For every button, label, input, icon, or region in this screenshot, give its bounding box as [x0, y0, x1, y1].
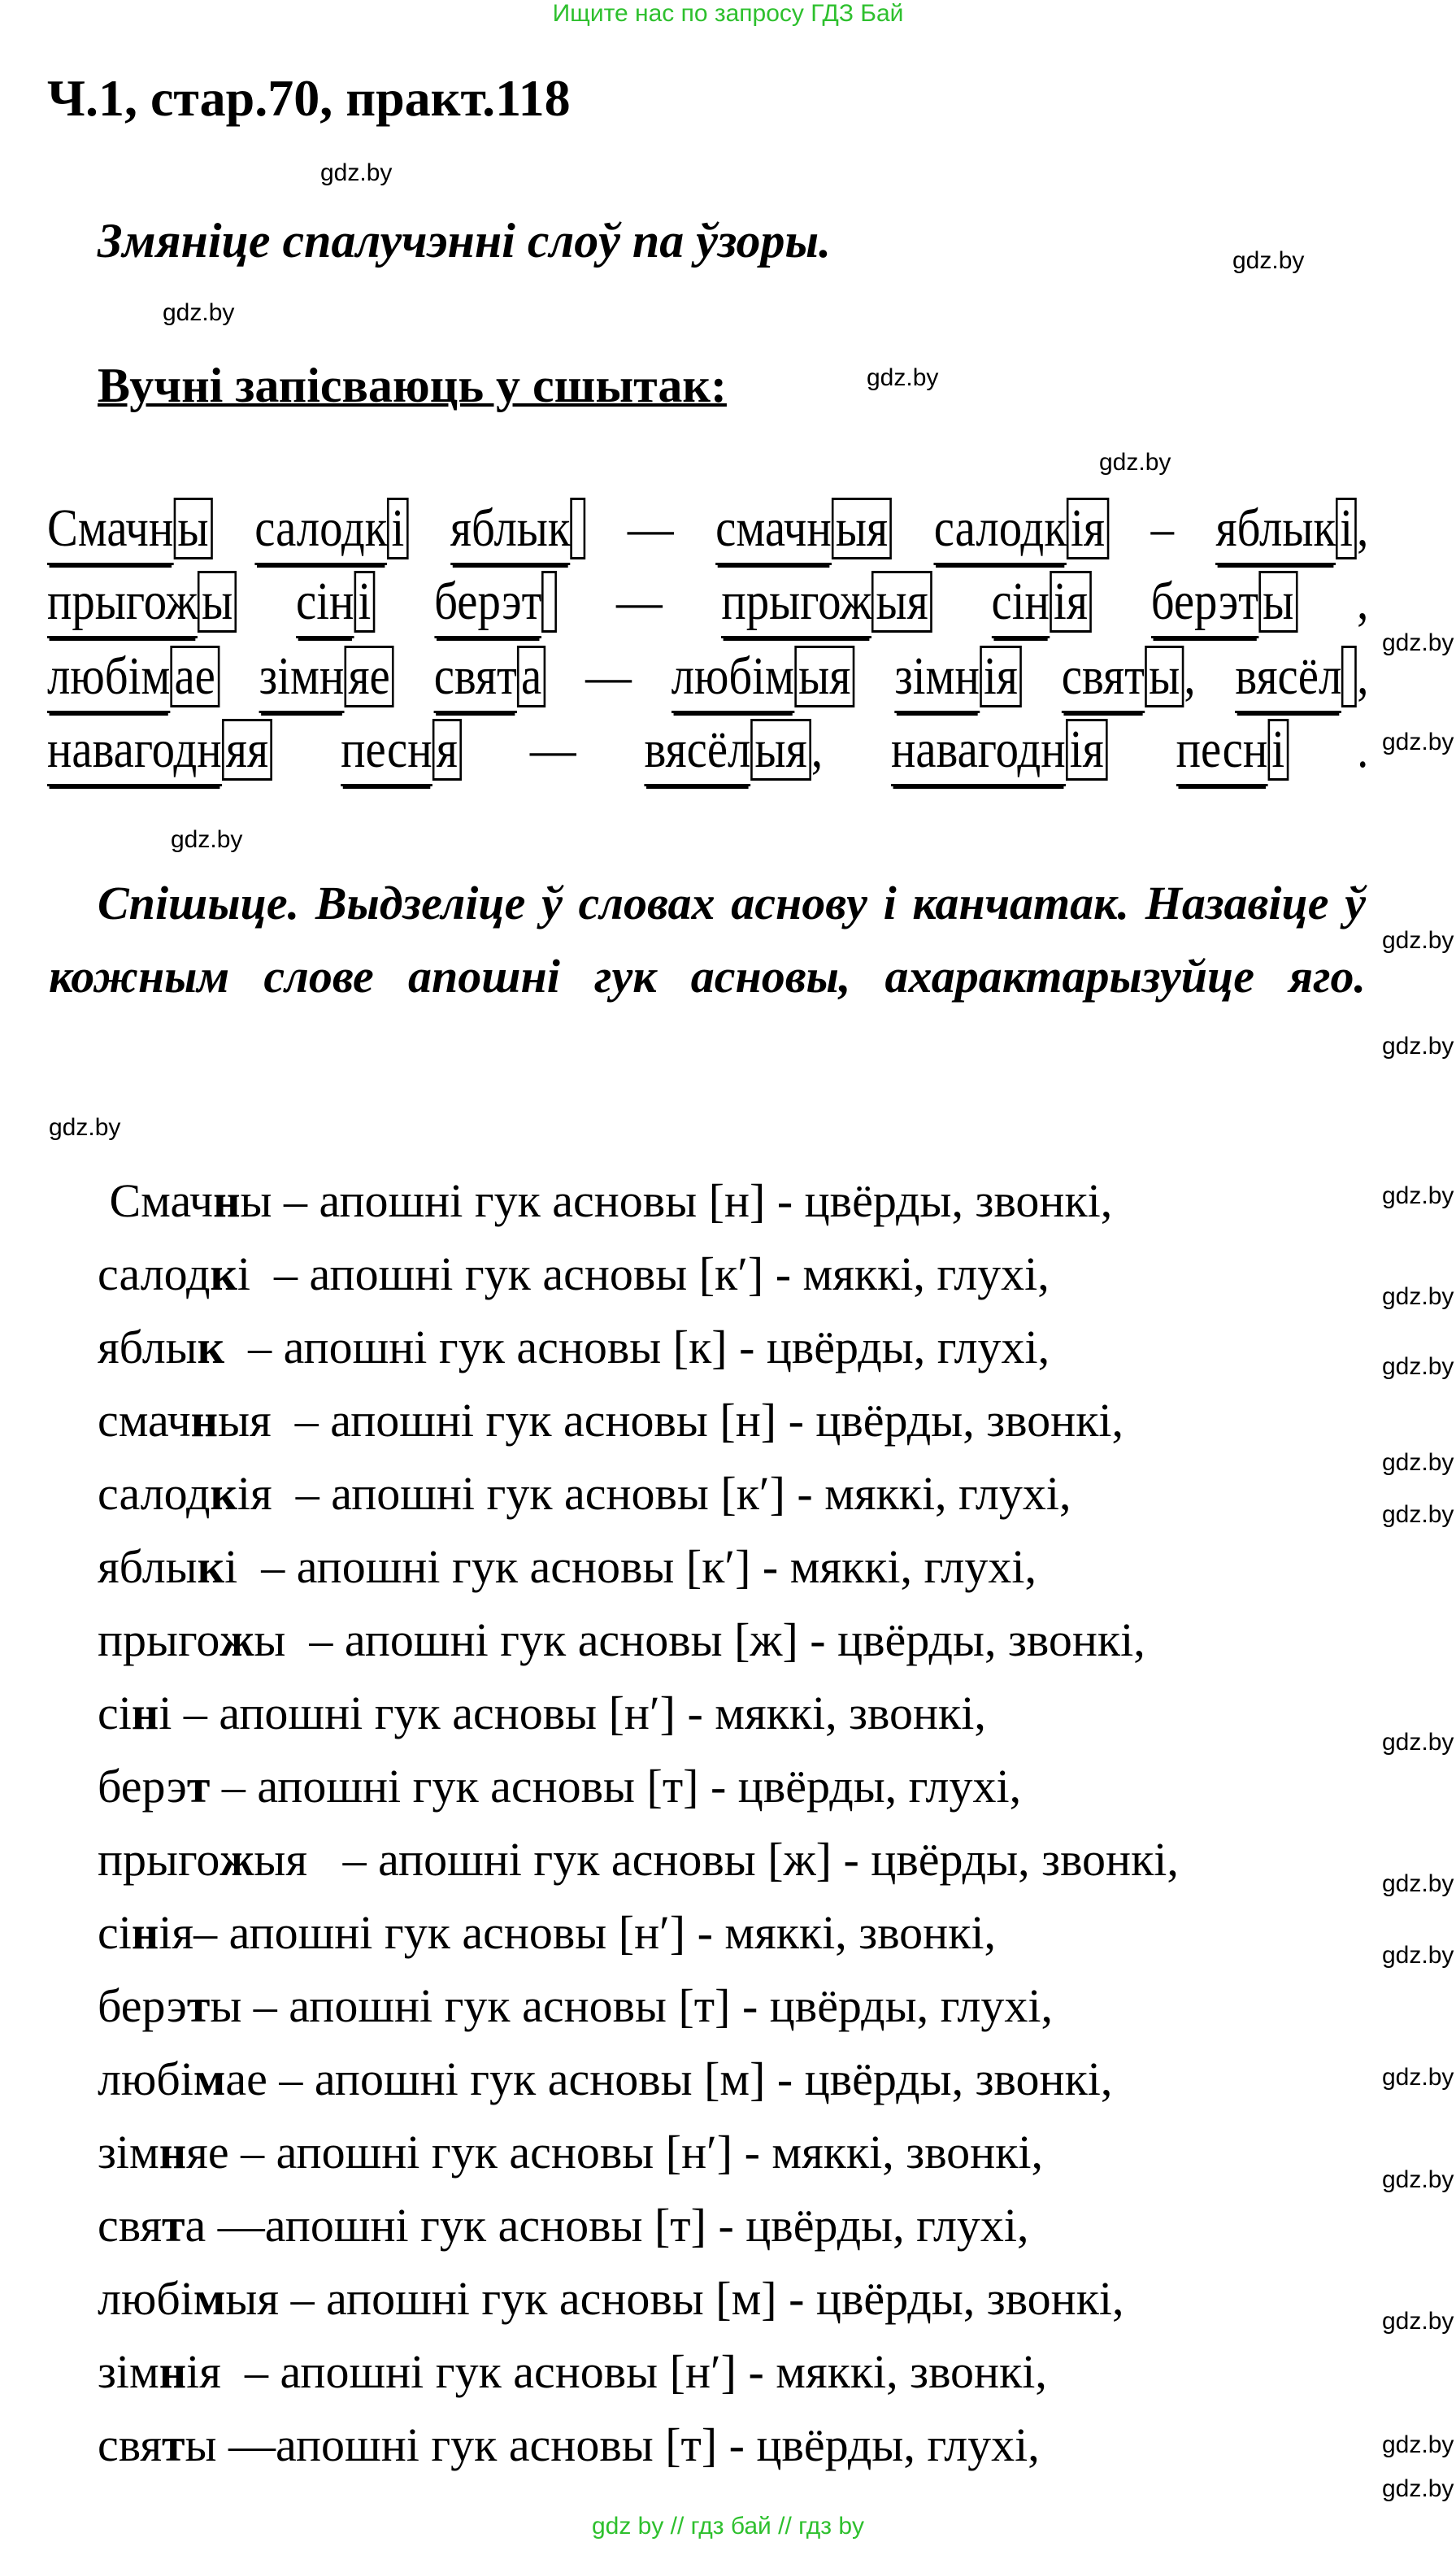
sound-description: – апошні гук асновы [ж] - цвёрды, звонкі, [285, 1613, 1145, 1666]
watermark: gdz.by [1382, 629, 1454, 656]
word-stem: Смачн [47, 498, 173, 565]
notebook-heading: Вучні запісваюць у сшытак: [98, 359, 727, 412]
watermark: gdz.by [867, 364, 939, 391]
word-ending: яе [186, 2126, 229, 2178]
word-ending-box: ія [1050, 571, 1092, 633]
punctuation: , [1357, 498, 1369, 558]
word-ending: і [224, 1540, 238, 1593]
word-stem: берэт [434, 571, 541, 638]
sound-description: – апошні гук асновы [т] - цвёрды, глухі, [241, 1979, 1054, 2032]
word-ending-box: ыя [794, 646, 855, 707]
watermark: gdz.by [1382, 1729, 1454, 1756]
word-ending-box: я [432, 719, 462, 781]
word-start: прыго [98, 1613, 220, 1666]
word-stem: прыгож [47, 571, 198, 638]
word-stem: прыгож [721, 571, 871, 638]
answer-line [98, 1164, 1179, 1238]
sound-description: – апошні гук асновы [н′] - мяккі, звонкі, [228, 2126, 1044, 2178]
word [1176, 719, 1289, 786]
word [1215, 498, 1368, 565]
word-ending-box: і [387, 498, 408, 559]
punctuation: , [1184, 646, 1196, 706]
watermark: gdz.by [1382, 1283, 1454, 1310]
watermark: gdz.by [1382, 1449, 1454, 1476]
word-ending-box: ы [173, 498, 212, 559]
sound-description: – апошні гук асновы [к] - цвёрды, глухі, [224, 1321, 1050, 1373]
word-stem: яблык [1215, 498, 1336, 565]
answer-line [98, 1384, 1179, 1457]
word-ending-box: ы [198, 571, 237, 633]
word-ending: ыя [254, 1833, 308, 1886]
word-start: яблы [98, 1540, 198, 1593]
last-stem-sound-letter: ж [219, 1613, 254, 1666]
last-stem-sound-letter: к [197, 1540, 225, 1593]
word [47, 646, 219, 713]
word-ending: ія [159, 1906, 194, 1959]
last-stem-sound-letter: т [186, 1979, 211, 2032]
word-start: свя [98, 2418, 163, 2471]
sound-description: – апошні гук асновы [м] - цвёрды, звонкі, [279, 2272, 1124, 2325]
sound-description: – апошні гук асновы [к′] - мяккі, глухі, [250, 1247, 1050, 1300]
word-ending: ы [210, 1979, 242, 2032]
word-stem: песн [1176, 719, 1268, 786]
word [1151, 571, 1298, 638]
word [992, 571, 1093, 638]
word-start: сі [98, 1687, 132, 1739]
last-stem-sound-letter: ж [219, 1833, 254, 1886]
word-ending-box [570, 498, 585, 559]
punctuation: — [627, 498, 674, 558]
last-stem-sound-letter: т [186, 1760, 211, 1813]
word-ending-box: ыя [750, 719, 811, 781]
sound-description: – апошні гук асновы [н] - цвёрды, звонкі, [271, 1394, 1124, 1447]
word-ending: ія [186, 2345, 221, 2398]
word [254, 498, 408, 565]
answer-line [98, 1677, 1179, 1750]
exercise-line [47, 646, 1368, 713]
word [47, 498, 213, 565]
word-stem: свят [1062, 646, 1145, 713]
answer-line [98, 2335, 1179, 2409]
word-ending: і [237, 1247, 251, 1300]
answer-line [98, 2189, 1179, 2262]
word-stem: любім [47, 646, 170, 713]
task-instruction: Спішыце. Выдзеліце ў словах аснову і канчатак. Назавіце ў кожным слове апошні гук асновы, ахарактарызуйце яго. [49, 877, 1366, 1003]
punctuation: , [1357, 646, 1369, 706]
last-stem-sound-letter: т [162, 2418, 185, 2471]
answer-line [98, 1311, 1179, 1384]
watermark: gdz.by [1099, 449, 1171, 476]
punctuation: — [585, 646, 632, 706]
watermark: gdz.by [1382, 2475, 1454, 2502]
sound-description: – апошні гук асновы [к′] - мяккі, глухі, [237, 1540, 1037, 1593]
word-ending-box: ы [1145, 646, 1184, 707]
answer-line [98, 1530, 1179, 1604]
word [715, 498, 892, 565]
word-ending-box: і [1267, 719, 1289, 781]
answer-line [98, 1823, 1179, 1896]
word-start: берэ [98, 1979, 187, 2032]
footer-links: gdz by // гдз бай // гдз by [591, 2513, 865, 2540]
word-ending-box: і [354, 571, 375, 633]
watermark: gdz.by [1382, 2064, 1454, 2091]
word-ending-box: ія [980, 646, 1022, 707]
word [434, 646, 546, 713]
page-title: Ч.1, стар.70, практ.118 [47, 69, 571, 127]
word [934, 498, 1109, 565]
last-stem-sound-letter: н [213, 1174, 241, 1227]
word-start: салод [98, 1247, 211, 1300]
watermark: gdz.by [1382, 729, 1454, 755]
word-ending-box [1341, 646, 1357, 707]
watermark: gdz.by [1382, 1353, 1454, 1380]
word-stem: песн [341, 719, 432, 786]
watermark: gdz.by [171, 826, 243, 853]
watermark: gdz.by [1382, 1182, 1454, 1209]
word-stem: вясёл [644, 719, 750, 786]
word [891, 719, 1108, 786]
word-start: салод [98, 1467, 211, 1520]
word-stem: салодк [934, 498, 1067, 565]
search-hint-banner: Ищите нас по запросу ГДЗ Бай [552, 0, 904, 27]
word-stem: навагодн [891, 719, 1066, 786]
last-stem-sound-letter: к [210, 1247, 237, 1300]
watermark: gdz.by [1382, 927, 1454, 954]
word-start: берэ [98, 1760, 187, 1813]
word [47, 571, 237, 638]
exercise-line [47, 498, 1368, 565]
last-stem-sound-letter: н [159, 2126, 187, 2178]
word-ending-box: ы [1258, 571, 1297, 633]
watermark: gdz.by [1382, 1501, 1454, 1528]
word-stem: любім [671, 646, 794, 713]
word [1062, 646, 1196, 713]
punctuation: . [1357, 720, 1369, 779]
last-stem-sound-letter: н [131, 1906, 159, 1959]
last-stem-sound-letter: н [190, 1394, 219, 1447]
word-ending-box: ія [1067, 498, 1109, 559]
word-stem: зімн [894, 646, 979, 713]
word-stem: навагодн [47, 719, 222, 786]
word-stem: свят [434, 646, 517, 713]
answer-line [98, 1238, 1179, 1311]
word-start: свя [98, 2199, 163, 2252]
word-ending: ае [225, 2052, 267, 2105]
exercise-line [47, 571, 1368, 638]
word-ending-box: ія [1066, 719, 1108, 781]
word-stem: вясёл [1235, 646, 1341, 713]
word-ending: ы [254, 1613, 286, 1666]
sound-description: – апошні гук асновы [н′] - мяккі, звонкі, [220, 2345, 1047, 2398]
word-ending: і [159, 1687, 172, 1739]
answer-line [98, 2262, 1179, 2335]
word-ending-box: а [517, 646, 546, 707]
watermark: gdz.by [1382, 2166, 1454, 2193]
last-stem-sound-letter: к [197, 1321, 225, 1373]
sound-description: – апошні гук асновы [ж] - цвёрды, звонкі, [307, 1833, 1179, 1886]
word [341, 719, 462, 786]
word [671, 646, 855, 713]
sound-description: – апошні гук асновы [т] - цвёрды, глухі, [210, 1760, 1022, 1813]
answer-line [98, 1457, 1179, 1530]
last-stem-sound-letter: н [131, 1687, 159, 1739]
exercise-instruction: Змяніце спалучэнні слоў па ўзоры. [98, 214, 832, 268]
last-stem-sound-letter: м [193, 2052, 226, 2105]
sound-description: – апошні гук асновы [н′] - мяккі, звонкі, [172, 1687, 986, 1739]
word-stem: зімн [259, 646, 344, 713]
watermark: gdz.by [1382, 1870, 1454, 1897]
word-start: Смач [98, 1174, 214, 1227]
word-stem: смачн [715, 498, 832, 565]
word-ending: ыя [218, 1394, 272, 1447]
last-stem-sound-letter: к [210, 1467, 237, 1520]
word-start: сі [98, 1906, 132, 1959]
answer-line [98, 1604, 1179, 1677]
answer-line [98, 2043, 1179, 2116]
answer-line [98, 2409, 1179, 2482]
word [296, 571, 375, 638]
word [644, 719, 823, 786]
sound-description: – апошні гук асновы [м] - цвёрды, звонкі, [267, 2052, 1113, 2105]
last-stem-sound-letter: м [193, 2272, 226, 2325]
sound-description: – апошні гук асновы [к′] - мяккі, глухі, [272, 1467, 1071, 1520]
word-stem: яблык [450, 498, 571, 565]
word-ending-box: яя [222, 719, 273, 781]
word-ending-box: ае [170, 646, 219, 707]
word-ending-box: і [1336, 498, 1357, 559]
watermark: gdz.by [1382, 1942, 1454, 1969]
answer-line [98, 1896, 1179, 1970]
word-ending-box: яе [344, 646, 394, 707]
word [894, 646, 1022, 713]
word [1235, 646, 1368, 713]
watermark: gdz.by [1232, 247, 1305, 274]
sound-description: – апошні гук асновы [н′] - мяккі, звонкі, [193, 1906, 997, 1959]
punctuation: , [1357, 572, 1369, 631]
word-stem: сін [296, 571, 354, 638]
watermark: gdz.by [320, 159, 393, 186]
word-stem: салодк [254, 498, 387, 565]
word-ending: ія [237, 1467, 272, 1520]
watermark: gdz.by [163, 299, 235, 326]
word-ending: ыя [225, 2272, 280, 2325]
word-ending-box: ыя [871, 571, 932, 633]
word-start: смач [98, 1394, 191, 1447]
word-start: прыго [98, 1833, 220, 1886]
word-start: любі [98, 2272, 193, 2325]
watermark: gdz.by [49, 1114, 121, 1141]
answer-line [98, 1750, 1179, 1823]
last-stem-sound-letter: н [159, 2345, 187, 2398]
exercise-line [47, 719, 1368, 786]
word-ending-box: ыя [832, 498, 893, 559]
watermark: gdz.by [1382, 2308, 1454, 2335]
word-start: яблы [98, 1321, 198, 1373]
sound-description: —апошні гук асновы [т] - цвёрды, глухі, [216, 2418, 1040, 2471]
punctuation: — [615, 572, 663, 631]
word [450, 498, 586, 565]
watermark: gdz.by [1382, 2431, 1454, 2458]
word-ending: ы [185, 2418, 217, 2471]
answers-list [98, 1164, 1179, 2482]
word-stem: сін [992, 571, 1050, 638]
word-start: зім [98, 2126, 159, 2178]
word-ending-box [541, 571, 557, 633]
sound-description: – апошні гук асновы [н] - цвёрды, звонкі, [272, 1174, 1113, 1227]
punctuation: — [529, 720, 576, 779]
word [47, 719, 272, 786]
word [434, 571, 557, 638]
word-ending: а [185, 2199, 206, 2252]
last-stem-sound-letter: т [162, 2199, 185, 2252]
punctuation: , [811, 720, 824, 779]
word-stem: берэт [1151, 571, 1258, 638]
watermark: gdz.by [1382, 1033, 1454, 1060]
word-start: зім [98, 2345, 159, 2398]
answer-line [98, 2116, 1179, 2189]
punctuation: – [1150, 498, 1174, 558]
word-ending: ы [240, 1174, 272, 1227]
sound-description: —апошні гук асновы [т] - цвёрды, глухі, [206, 2199, 1029, 2252]
word [721, 571, 932, 638]
word [259, 646, 394, 713]
answer-line [98, 1970, 1179, 2043]
word-start: любі [98, 2052, 193, 2105]
